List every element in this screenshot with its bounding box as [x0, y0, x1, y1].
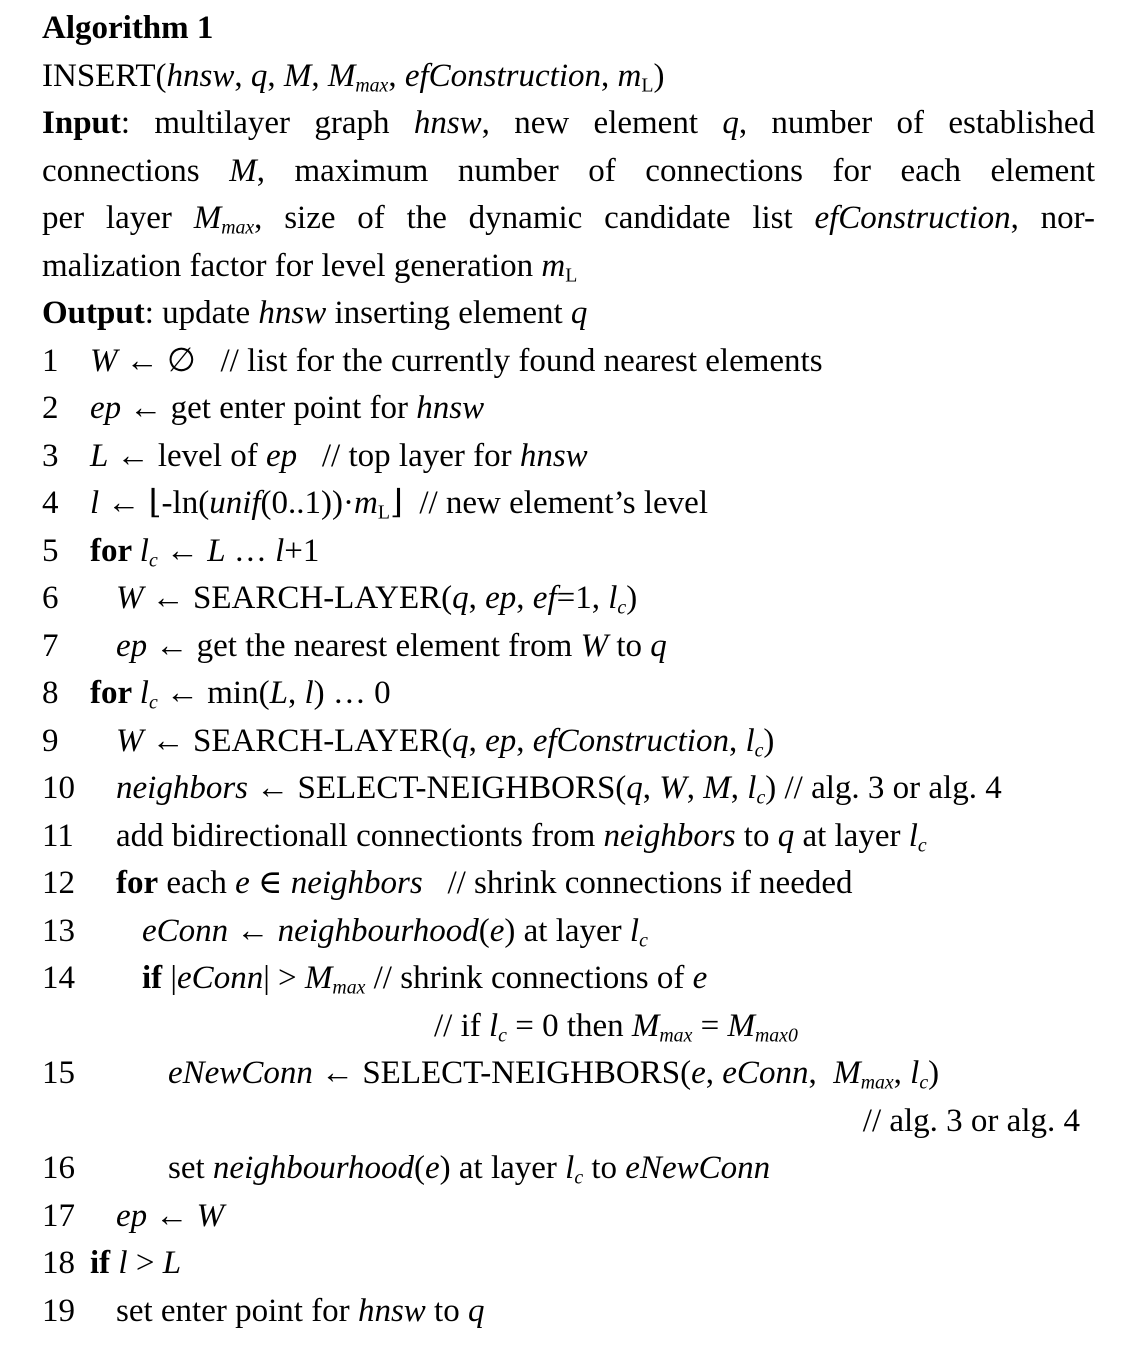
- code-line-15: [42, 1050, 1095, 1098]
- text-segment: eNewConn: [168, 1055, 313, 1091]
- text-segment: =1,: [556, 580, 609, 616]
- text-segment: ): [653, 57, 665, 94]
- code-line-12: [42, 860, 1095, 908]
- text-segment: // shrink connections if needed: [422, 865, 853, 901]
- text-segment: c: [756, 786, 766, 809]
- text-segment: max: [659, 1024, 693, 1047]
- text-segment: L: [641, 74, 654, 97]
- text-segment: add bidirectionall connectionts from: [116, 817, 604, 854]
- header-line-6: [42, 290, 1095, 338]
- text-segment: ,: [705, 1055, 723, 1091]
- text-segment: efConstruction: [404, 57, 602, 94]
- text-segment: l: [139, 532, 149, 569]
- text-segment: connections: [42, 152, 230, 189]
- text-segment: Output: [42, 295, 145, 331]
- text-segment: neighbourhood: [277, 912, 479, 949]
- text-segment: (: [413, 1150, 425, 1186]
- text-segment: c: [148, 691, 158, 714]
- text-segment: if: [90, 1245, 119, 1281]
- text-segment: , nor-: [1010, 200, 1096, 236]
- text-segment: eNewConn: [625, 1150, 771, 1186]
- text-segment: ,: [601, 57, 618, 94]
- statement: [90, 628, 667, 664]
- statement: [90, 675, 391, 714]
- code-line-10: [42, 765, 1095, 813]
- line-number: 6: [42, 580, 59, 616]
- text-segment: ef: [532, 580, 557, 616]
- code-line-4: [42, 480, 1095, 528]
- text-segment: inserting element: [326, 295, 571, 331]
- text-segment: ← level of: [108, 437, 266, 474]
- text-segment: ←: [157, 532, 208, 569]
- statement: [90, 390, 484, 426]
- text-segment: c: [754, 739, 764, 762]
- statement: [90, 1293, 484, 1329]
- text-segment: ep: [90, 390, 122, 426]
- line-number: 16: [42, 1150, 75, 1186]
- header-line-2: [42, 100, 1095, 148]
- text-segment: m: [617, 57, 642, 94]
- text-segment: // shrink connections of: [365, 960, 693, 996]
- line-number: 19: [42, 1292, 75, 1329]
- text-segment: L: [90, 437, 109, 474]
- text-segment: ,: [267, 57, 284, 94]
- code-line-continuation: [42, 1003, 1095, 1051]
- code-line-5: [42, 528, 1095, 576]
- text-segment: ,: [468, 722, 486, 759]
- text-segment: L: [565, 264, 578, 287]
- text-segment: to: [425, 1292, 468, 1329]
- text-segment: |: [162, 960, 178, 996]
- text-segment: , size of the dynamic candidate list: [254, 200, 815, 236]
- text-segment: max: [860, 1071, 894, 1094]
- text-segment: M: [283, 57, 312, 94]
- text-segment: W: [580, 627, 609, 664]
- statement: [90, 1150, 771, 1189]
- statement: [90, 580, 638, 619]
- text-segment: l: [629, 912, 640, 949]
- text-segment: L: [207, 532, 226, 569]
- statement: [90, 817, 927, 857]
- line-number: 14: [42, 960, 75, 996]
- statement: [90, 912, 648, 952]
- text-segment: ) … 0: [313, 675, 391, 711]
- text-segment: l: [908, 817, 918, 854]
- text-segment: eConn: [177, 960, 264, 996]
- text-segment: per layer: [42, 200, 194, 236]
- code-line-6: [42, 575, 1095, 623]
- header-line-1: [42, 53, 1095, 101]
- line-number: 1: [42, 342, 59, 379]
- line-number: 7: [42, 627, 59, 664]
- algorithm-title: Algorithm 1: [42, 10, 214, 46]
- text-segment: hnsw: [413, 105, 482, 141]
- text-segment: ,: [287, 675, 305, 711]
- text-segment: max: [221, 216, 255, 239]
- text-segment: M: [327, 57, 356, 94]
- text-segment: // alg. 3 or alg. 4: [862, 1102, 1080, 1139]
- statement: [90, 1007, 798, 1047]
- text-segment: efConstruction: [532, 722, 729, 759]
- text-segment: M: [229, 152, 257, 189]
- text-segment: // if: [434, 1007, 489, 1044]
- text-segment: ,: [388, 57, 405, 94]
- text-segment: L: [162, 1245, 182, 1281]
- text-segment: q: [452, 580, 469, 616]
- text-segment: hnsw: [166, 57, 235, 94]
- algorithm-header: [42, 53, 1095, 338]
- text-segment: for: [90, 532, 140, 569]
- line-number: 5: [42, 532, 59, 569]
- text-segment: m: [354, 485, 378, 521]
- text-segment: m: [541, 247, 566, 284]
- line-number: 10: [42, 770, 75, 806]
- text-segment: ∈: [249, 865, 291, 901]
- text-segment: for: [116, 865, 159, 901]
- text-segment: INSERT(: [42, 57, 167, 94]
- text-segment: for: [90, 675, 140, 711]
- text-segment: ,: [516, 580, 533, 616]
- text-segment: L: [269, 675, 288, 711]
- text-segment: ) at layer: [504, 912, 630, 949]
- text-segment: ,: [686, 770, 704, 806]
- text-segment: to: [608, 627, 651, 664]
- statement: [90, 343, 823, 379]
- text-segment: W: [90, 342, 118, 379]
- text-segment: (: [478, 912, 490, 949]
- text-segment: Input: [42, 105, 121, 141]
- text-segment: q: [650, 627, 667, 664]
- header-line-4: [42, 195, 1095, 243]
- line-number: 11: [42, 817, 74, 854]
- text-segment: to: [735, 817, 778, 854]
- text-segment: ← ⌊-ln(: [99, 485, 210, 521]
- line-number: 4: [42, 485, 59, 521]
- text-segment: M: [727, 1007, 755, 1044]
- text-segment: | >: [263, 960, 305, 996]
- code-line-7: [42, 623, 1095, 671]
- text-segment: ,: [728, 722, 746, 759]
- text-segment: W: [116, 580, 144, 616]
- code-line-16: [42, 1145, 1095, 1193]
- text-segment: efConstruction: [814, 200, 1011, 236]
- code-line-9: [42, 718, 1095, 766]
- text-segment: hnsw: [416, 390, 485, 426]
- text-segment: e: [489, 912, 505, 949]
- text-segment: l: [565, 1150, 575, 1186]
- line-number: 13: [42, 912, 75, 949]
- text-segment: L: [377, 501, 390, 524]
- line-number: 18: [42, 1245, 75, 1281]
- text-segment: c: [639, 929, 648, 952]
- statement: [90, 1198, 224, 1234]
- text-segment: max: [355, 74, 389, 97]
- text-segment: ep: [116, 627, 148, 664]
- text-segment: hnsw: [258, 295, 327, 331]
- text-segment: l: [745, 722, 755, 759]
- text-segment: l: [118, 1245, 128, 1281]
- text-segment: q: [452, 722, 469, 759]
- text-segment: ← get the nearest element from: [147, 627, 581, 664]
- statement: [90, 485, 708, 524]
- text-segment: W: [116, 722, 144, 759]
- header-line-5: [42, 243, 1095, 291]
- text-segment: l: [275, 532, 285, 569]
- text-segment: c: [574, 1166, 584, 1189]
- text-segment: at layer: [794, 817, 909, 854]
- text-segment: q: [722, 105, 739, 141]
- text-segment: l: [910, 1055, 920, 1091]
- statement: [90, 532, 320, 572]
- text-segment: ep: [485, 580, 517, 616]
- text-segment: c: [917, 834, 927, 857]
- text-segment: M: [193, 200, 222, 236]
- text-segment: e: [691, 1055, 706, 1091]
- text-segment: ): [928, 1055, 940, 1091]
- text-segment: max: [332, 976, 366, 999]
- text-segment: ←: [147, 1197, 197, 1234]
- text-segment: c: [148, 549, 158, 572]
- text-segment: ← SELECT-NEIGHBORS(: [312, 1055, 692, 1091]
- text-segment: , maximum number of connections for each element: [256, 152, 1095, 189]
- text-segment: unif: [209, 485, 261, 521]
- text-segment: M: [833, 1055, 861, 1091]
- text-segment: ← ∅ // list for the currently found nearest elements: [117, 342, 823, 379]
- text-segment: W: [659, 770, 687, 806]
- line-number: 2: [42, 390, 59, 426]
- text-segment: q: [250, 57, 268, 94]
- text-segment: l: [608, 580, 618, 616]
- text-segment: eConn: [142, 912, 229, 949]
- text-segment: max0: [754, 1024, 798, 1047]
- text-segment: l: [90, 485, 100, 521]
- text-segment: ep: [485, 722, 517, 759]
- text-segment: set: [168, 1150, 213, 1186]
- code-line-17: [42, 1193, 1095, 1241]
- line-number: 9: [42, 722, 59, 759]
- text-segment: q: [626, 770, 643, 806]
- text-segment: malization factor for level generation: [42, 247, 542, 284]
- header-line-3: [42, 148, 1095, 196]
- statement: [90, 960, 708, 999]
- text-segment: …: [225, 532, 276, 569]
- text-segment: ) at layer: [439, 1150, 566, 1186]
- text-segment: ,: [808, 1055, 834, 1091]
- code-line-1: [42, 338, 1095, 386]
- text-segment: q: [467, 1292, 485, 1329]
- code-line-2: [42, 385, 1095, 433]
- text-segment: q: [777, 817, 795, 854]
- text-segment: ) // alg. 3 or alg. 4: [765, 770, 1002, 806]
- statement: [90, 865, 853, 901]
- text-segment: : multilayer graph: [120, 105, 414, 141]
- text-segment: ← SEARCH-LAYER(: [143, 580, 453, 616]
- statement: [90, 1055, 940, 1094]
- algorithm-body: [42, 338, 1095, 1336]
- text-segment: c: [919, 1071, 929, 1094]
- statement: [90, 1245, 181, 1281]
- text-segment: =: [692, 1007, 728, 1044]
- text-segment: ,: [311, 57, 328, 94]
- text-segment: ← SEARCH-LAYER(: [143, 722, 453, 759]
- text-segment: W: [196, 1197, 225, 1234]
- code-line-3: [42, 433, 1095, 481]
- text-segment: hnsw: [519, 437, 588, 474]
- text-segment: hnsw: [357, 1292, 426, 1329]
- statement: [863, 1103, 1080, 1139]
- text-segment: if: [142, 960, 163, 996]
- text-segment: +1: [284, 532, 320, 569]
- text-segment: ,: [642, 770, 660, 806]
- line-number: 17: [42, 1197, 75, 1234]
- text-segment: ep: [265, 437, 298, 474]
- code-line-14: [42, 955, 1095, 1003]
- text-segment: , new element: [481, 105, 723, 141]
- text-segment: e: [235, 865, 250, 901]
- text-segment: ,: [893, 1055, 911, 1091]
- text-segment: = 0 then: [506, 1007, 632, 1044]
- text-segment: M: [703, 770, 731, 806]
- line-number: 12: [42, 865, 75, 901]
- code-line-continuation: [42, 1098, 1095, 1146]
- statement: [90, 770, 1002, 809]
- text-segment: each: [158, 865, 236, 901]
- text-segment: l: [139, 675, 149, 711]
- text-segment: l: [489, 1007, 499, 1044]
- code-line-13: [42, 908, 1095, 956]
- text-segment: set enter point for: [116, 1292, 358, 1329]
- text-segment: ,: [730, 770, 748, 806]
- text-segment: ←: [228, 912, 278, 949]
- code-line-18: [42, 1240, 1095, 1288]
- text-segment: eConn: [722, 1055, 809, 1091]
- text-segment: c: [617, 596, 627, 619]
- statement: [90, 722, 775, 762]
- text-segment: e: [424, 1150, 440, 1186]
- text-segment: ep: [116, 1197, 148, 1234]
- text-segment: M: [631, 1007, 660, 1044]
- text-segment: ⌋ // new element’s level: [389, 485, 708, 521]
- code-line-19: [42, 1288, 1095, 1336]
- text-segment: ,: [468, 580, 486, 616]
- text-segment: to: [583, 1150, 626, 1186]
- text-segment: l: [747, 770, 757, 806]
- text-segment: ← SELECT-NEIGHBORS(: [248, 770, 627, 806]
- text-segment: q: [570, 295, 588, 331]
- line-number: 15: [42, 1055, 75, 1091]
- text-segment: ,: [516, 722, 533, 759]
- text-segment: e: [692, 960, 708, 996]
- text-segment: neighbors: [603, 817, 736, 854]
- text-segment: : update: [144, 295, 259, 331]
- text-segment: // top layer for: [297, 437, 520, 474]
- text-segment: ← min(: [157, 675, 270, 711]
- text-segment: M: [304, 960, 333, 996]
- text-segment: neighbourhood: [212, 1150, 414, 1186]
- text-segment: >: [127, 1245, 163, 1281]
- text-segment: ← get enter point for: [121, 390, 417, 426]
- line-number: 8: [42, 675, 59, 711]
- text-segment: neighbors: [290, 865, 423, 901]
- statement: [90, 438, 588, 474]
- text-segment: l: [304, 675, 314, 711]
- text-segment: neighbors: [116, 770, 248, 806]
- text-segment: , number of established: [738, 105, 1095, 141]
- line-number: 3: [42, 437, 59, 474]
- text-segment: ): [763, 722, 775, 759]
- code-line-8: [42, 670, 1095, 718]
- text-segment: ,: [234, 57, 251, 94]
- text-segment: c: [498, 1024, 507, 1047]
- code-line-11: [42, 813, 1095, 861]
- text-segment: (0..1))·: [260, 485, 355, 521]
- text-segment: ): [626, 580, 638, 616]
